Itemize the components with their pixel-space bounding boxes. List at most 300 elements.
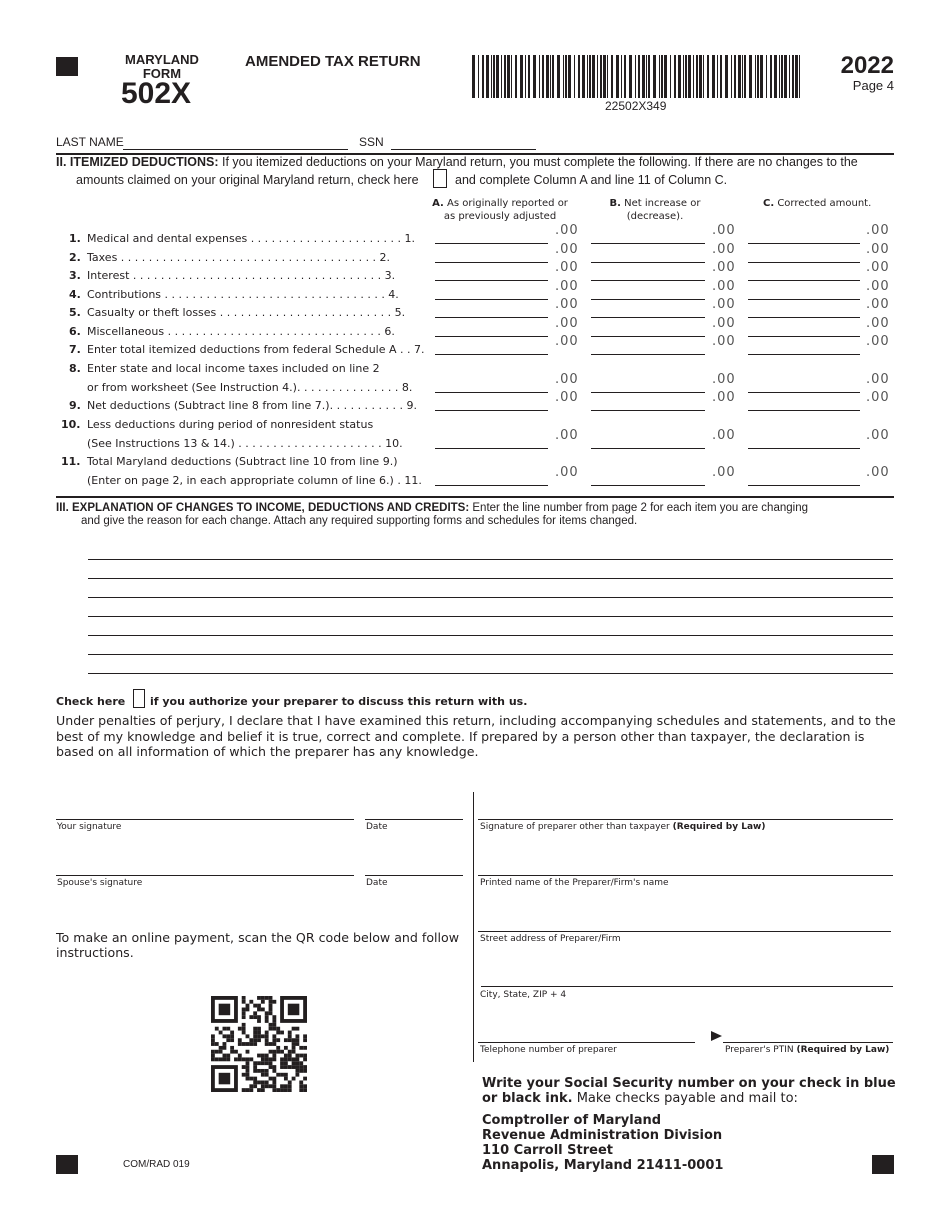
barcode-bar: [587, 55, 588, 98]
amount-field-col-c-line-9[interactable]: [748, 410, 860, 411]
column-letter: B.: [609, 198, 621, 209]
mail-instructions-bold: Write your Social Security number on your check in blue or black ink.: [482, 1076, 896, 1106]
barcode-bar: [501, 55, 502, 98]
cents-label: .00: [555, 242, 579, 257]
barcode-bar: [693, 55, 694, 98]
qr-module: [234, 1057, 238, 1061]
qr-module: [269, 1057, 273, 1061]
barcode-bar: [696, 55, 698, 98]
qr-module: [272, 1038, 276, 1042]
amount-field-col-c-line-11[interactable]: [748, 485, 860, 486]
line-label: Less deductions during period of nonresident status: [87, 418, 374, 431]
qr-module: [234, 1050, 238, 1054]
cents-label: .00: [866, 465, 890, 480]
ptin-field[interactable]: [723, 1042, 893, 1043]
barcode-bar: [635, 55, 636, 98]
qr-module: [272, 1042, 276, 1046]
spouse-signature-field[interactable]: [56, 875, 354, 876]
line-label: Medical and dental expenses . . . . . . . . . . . . . . . . . . . . . . 1.: [87, 232, 416, 245]
qr-module: [238, 1057, 242, 1061]
qr-module: [249, 1038, 253, 1042]
qr-module: [265, 1042, 269, 1046]
qr-module: [288, 1004, 300, 1016]
qr-module: [261, 1084, 265, 1088]
explanation-line[interactable]: [88, 597, 893, 598]
qr-module: [238, 1042, 242, 1046]
barcode-bar: [734, 55, 736, 98]
amount-field-col-b-line-9[interactable]: [591, 410, 705, 411]
barcode-bar: [688, 55, 691, 98]
amount-field-col-a-line-4[interactable]: [435, 299, 548, 300]
qr-module: [219, 1031, 223, 1035]
line-label: Casualty or theft losses . . . . . . . . . . . . . . . . . . . . . . . . . 5.: [87, 306, 406, 319]
preparer-city-label: City, State, ZIP + 4: [480, 990, 567, 1000]
barcode-bar: [557, 55, 560, 98]
section2-intro-text: If you itemized deductions on your Maryland return, you must complete the following. If there are no changes to the: [221, 155, 858, 169]
explanation-line[interactable]: [88, 673, 893, 674]
barcode-bar: [592, 55, 595, 98]
amount-field-col-c-line-7[interactable]: [748, 354, 860, 355]
barcode-bar: [661, 55, 663, 98]
preparer-city-field[interactable]: [481, 986, 893, 987]
preparer-name-label: Printed name of the Preparer/Firm's name: [480, 878, 669, 888]
qr-module: [257, 1088, 261, 1092]
qr-module: [269, 1042, 273, 1046]
preparer-name-field[interactable]: [478, 875, 893, 876]
qr-module: [280, 1065, 284, 1069]
qr-module: [265, 1080, 269, 1084]
barcode-bar: [738, 55, 741, 98]
qr-module: [284, 1065, 288, 1069]
qr-module: [284, 1038, 288, 1042]
qr-module: [242, 1088, 246, 1092]
line-label: Taxes . . . . . . . . . . . . . . . . . . . . . . . . . . . . . . . . . . . . . 2.: [87, 251, 391, 264]
cents-label: .00: [712, 465, 736, 480]
barcode-bar: [795, 55, 798, 98]
qr-module: [299, 1065, 303, 1069]
qr-module: [223, 1042, 227, 1046]
qr-module: [284, 1088, 288, 1092]
qr-module: [230, 1034, 234, 1038]
qr-module: [246, 1057, 250, 1061]
cents-label: .00: [712, 316, 736, 331]
qr-module: [284, 1054, 288, 1058]
qr-module: [269, 1050, 273, 1054]
qr-module: [257, 1061, 261, 1065]
amount-field-col-a-line-1[interactable]: [435, 243, 548, 244]
qr-module: [242, 1011, 246, 1015]
qr-module: [249, 1015, 253, 1019]
qr-module: [246, 1077, 250, 1081]
form-code: COM/RAD 019: [123, 1159, 190, 1170]
registration-mark: [872, 1155, 894, 1174]
amount-field-col-b-line-4[interactable]: [591, 299, 705, 300]
barcode-bar: [629, 55, 632, 98]
barcode-bar: [755, 55, 756, 98]
barcode-bar: [674, 55, 676, 98]
qr-module: [215, 1050, 219, 1054]
column-header-c: [763, 197, 913, 210]
qr-module: [246, 1042, 250, 1046]
column-text-2: as previously adjusted: [443, 211, 557, 222]
barcode-bar: [603, 55, 606, 98]
qr-module: [280, 1084, 284, 1088]
qr-module: [265, 1073, 269, 1077]
line-number: 7.: [69, 343, 81, 356]
qr-module: [280, 1061, 284, 1065]
qr-module: [288, 1050, 292, 1054]
required-note: (Required by Law): [672, 822, 766, 832]
cents-label: .00: [712, 334, 736, 349]
qr-module: [272, 1065, 276, 1069]
qr-module: [223, 1057, 227, 1061]
qr-module: [242, 1073, 246, 1077]
line-number: 1.: [69, 232, 81, 245]
qr-module: [292, 1061, 296, 1065]
cents-label: .00: [555, 372, 579, 387]
qr-module: [249, 1084, 253, 1088]
qr-module: [246, 1008, 250, 1012]
line-number: 8.: [69, 362, 81, 375]
barcode-bar: [582, 55, 585, 98]
address-line: 110 Carroll Street: [482, 1143, 614, 1158]
barcode-bar: [624, 55, 626, 98]
qr-module: [265, 1015, 269, 1019]
qr-module: [253, 1031, 257, 1035]
line-label: Total Maryland deductions (Subtract line 10 from line 9.): [87, 455, 398, 468]
qr-module: [242, 1000, 246, 1004]
barcode-bar: [757, 55, 759, 98]
tax-year: 2022: [840, 52, 894, 79]
qr-module: [292, 1057, 296, 1061]
mail-instructions-normal: Make checks payable and mail to:: [576, 1091, 798, 1106]
qr-module: [295, 1034, 299, 1038]
line-label: or from worksheet (See Instruction 4.). . . . . . . . . . . . . . . 8.: [87, 381, 413, 394]
barcode-bar: [774, 55, 777, 98]
qr-module: [257, 1054, 261, 1058]
qr-module: [269, 1077, 273, 1081]
qr-module: [284, 1077, 288, 1081]
form-number: 502X: [121, 77, 192, 110]
column-header-a: [425, 197, 575, 223]
barcode-number: 22502X349: [605, 99, 667, 113]
qr-module: [253, 1065, 257, 1069]
qr-module: [288, 1054, 292, 1058]
barcode-bar: [482, 55, 484, 98]
barcode-bar: [486, 55, 489, 98]
qr-module: [295, 1054, 299, 1058]
amount-field-col-b-line-10[interactable]: [591, 448, 705, 449]
qr-module: [261, 1061, 265, 1065]
preparer-signature-field[interactable]: [478, 819, 893, 820]
qr-module: [238, 1027, 242, 1031]
qr-module: [246, 1061, 250, 1065]
barcode-bar: [742, 55, 743, 98]
qr-module: [272, 1054, 276, 1058]
qr-module: [269, 1008, 273, 1012]
cents-label: .00: [712, 372, 736, 387]
barcode-bar: [472, 55, 475, 98]
qr-module: [265, 1069, 269, 1073]
date-field[interactable]: [365, 819, 463, 820]
line-label: Miscellaneous . . . . . . . . . . . . . . . . . . . . . . . . . . . . . . . 6.: [87, 325, 395, 338]
barcode-bar: [533, 55, 536, 98]
online-payment-text: To make an online payment, scan the QR code below and follow instructions.: [56, 930, 460, 960]
explanation-line[interactable]: [88, 635, 893, 636]
cents-label: .00: [712, 390, 736, 405]
line-number: 3.: [69, 269, 81, 282]
cents-label: .00: [555, 316, 579, 331]
qr-module: [246, 1073, 250, 1077]
qr-module: [261, 1069, 265, 1073]
qr-module: [257, 1004, 261, 1008]
barcode-bar: [515, 55, 517, 98]
qr-module: [242, 1015, 246, 1019]
qr-module: [246, 1069, 250, 1073]
column-text-2: (decrease).: [626, 211, 684, 222]
qr-module: [211, 1054, 215, 1058]
amount-field-col-a-line-8[interactable]: [435, 392, 548, 393]
qr-module: [211, 1057, 215, 1061]
barcode-bar: [707, 55, 709, 98]
qr-module: [223, 1027, 227, 1031]
amount-field-col-b-line-8[interactable]: [591, 392, 705, 393]
column-letter: C.: [763, 198, 775, 209]
qr-module: [238, 1054, 242, 1058]
amount-field-col-a-line-5[interactable]: [435, 317, 548, 318]
qr-module: [295, 1061, 299, 1065]
section3-text-2: and give the reason for each change. Attach any required supporting forms and schedules for items changed.: [81, 515, 638, 527]
amount-field-col-b-line-11[interactable]: [591, 485, 705, 486]
barcode-bar: [546, 55, 549, 98]
barcode-bar: [539, 55, 540, 98]
amount-field-col-b-line-7[interactable]: [591, 354, 705, 355]
qr-module: [246, 1050, 250, 1054]
cents-label: .00: [866, 316, 890, 331]
qr-module: [261, 1008, 265, 1012]
qr-module: [265, 1061, 269, 1065]
qr-module: [215, 1027, 219, 1031]
qr-module: [303, 1038, 307, 1042]
line-number: 10.: [61, 418, 81, 431]
qr-module: [303, 1084, 307, 1088]
qr-module: [253, 1077, 257, 1081]
barcode-bar: [589, 55, 591, 98]
qr-module: [295, 1027, 299, 1031]
qr-module: [272, 1019, 276, 1023]
line-label: Enter state and local income taxes included on line 2: [87, 362, 380, 375]
qr-module: [299, 1069, 303, 1073]
barcode-bar: [781, 55, 783, 98]
barcode-bar: [799, 55, 800, 98]
barcode-bar: [638, 55, 640, 98]
no-changes-checkbox[interactable]: [433, 169, 447, 188]
qr-module: [257, 1015, 261, 1019]
barcode-bar: [784, 55, 787, 98]
cents-label: .00: [866, 334, 890, 349]
spouse-date-field[interactable]: [365, 875, 463, 876]
amount-field-col-b-line-5[interactable]: [591, 317, 705, 318]
barcode-bar: [574, 55, 575, 98]
qr-module: [292, 1042, 296, 1046]
line-label: (See Instructions 13 & 14.) . . . . . . . . . . . . . . . . . . . . . 10.: [87, 437, 403, 450]
cents-label: .00: [866, 372, 890, 387]
barcode-bar: [550, 55, 551, 98]
qr-module: [280, 1073, 284, 1077]
amount-field-col-b-line-2[interactable]: [591, 262, 705, 263]
amount-field-col-a-line-2[interactable]: [435, 262, 548, 263]
authorize-preparer-checkbox[interactable]: [133, 689, 145, 708]
qr-module: [253, 1061, 257, 1065]
qr-module: [257, 1008, 261, 1012]
qr-code[interactable]: [211, 996, 307, 1092]
amount-field-col-a-line-9[interactable]: [435, 410, 548, 411]
qr-module: [295, 1038, 299, 1042]
spouse-date-label: Date: [366, 878, 388, 888]
barcode-bar: [568, 55, 571, 98]
line-label: Contributions . . . . . . . . . . . . . . . . . . . . . . . . . . . . . . . . 4.: [87, 288, 399, 301]
qr-module: [303, 1077, 307, 1081]
qr-module: [269, 1011, 273, 1015]
amount-field-col-b-line-3[interactable]: [591, 280, 705, 281]
column-text: As originally reported or: [446, 198, 568, 209]
amount-field-col-c-line-3[interactable]: [748, 280, 860, 281]
ssn-label: SSN: [359, 135, 384, 149]
qr-module: [269, 1004, 273, 1008]
amount-field-col-a-line-7[interactable]: [435, 354, 548, 355]
qr-module: [265, 1038, 269, 1042]
qr-module: [242, 1008, 246, 1012]
amount-field-col-c-line-2[interactable]: [748, 262, 860, 263]
column-letter: A.: [432, 198, 444, 209]
explanation-line[interactable]: [88, 616, 893, 617]
qr-module: [276, 1088, 280, 1092]
ptin-required-note: (Required by Law): [796, 1045, 890, 1055]
section3-text-1: Enter the line number from page 2 for each item you are changing: [472, 502, 808, 514]
qr-module: [253, 1015, 257, 1019]
barcode-bar: [565, 55, 567, 98]
barcode-bar: [678, 55, 681, 98]
qr-module: [265, 1084, 269, 1088]
qr-module: [299, 1061, 303, 1065]
qr-module: [226, 1034, 230, 1038]
qr-module: [269, 1065, 273, 1069]
qr-module: [230, 1050, 234, 1054]
section3-intro: [56, 502, 808, 514]
qr-module: [219, 1050, 223, 1054]
qr-module: [269, 1061, 273, 1065]
preparer-street-field[interactable]: [478, 931, 891, 932]
qr-module: [303, 1065, 307, 1069]
amount-field-col-c-line-1[interactable]: [748, 243, 860, 244]
amount-field-col-a-line-11[interactable]: [435, 485, 548, 486]
qr-module: [249, 1088, 253, 1092]
preparer-street-label: Street address of Preparer/Firm: [480, 934, 621, 944]
amount-field-col-c-line-4[interactable]: [748, 299, 860, 300]
preparer-telephone-label: Telephone number of preparer: [480, 1045, 617, 1055]
ssn-field[interactable]: [391, 149, 536, 150]
barcode-bar: [607, 55, 608, 98]
barcode-bar: [542, 55, 544, 98]
line-number: 2.: [69, 251, 81, 264]
qr-module: [284, 1061, 288, 1065]
qr-module: [303, 1054, 307, 1058]
explanation-line[interactable]: [88, 654, 893, 655]
amount-field-col-c-line-10[interactable]: [748, 448, 860, 449]
qr-module: [242, 1065, 246, 1069]
explanation-line[interactable]: [88, 578, 893, 579]
qr-module: [246, 1004, 250, 1008]
qr-module: [253, 1034, 257, 1038]
perjury-declaration: Under penalties of perjury, I declare that I have examined this return, including accompanying schedules and statements, and to the best of my knowledge and belief it is true, correct and complete. If prepared by a person other than taxpayer, the declaration is based on all information of which the preparer has any knowledge.: [56, 713, 896, 759]
explanation-line[interactable]: [88, 559, 893, 560]
barcode-bar: [504, 55, 506, 98]
barcode-bar: [712, 55, 715, 98]
qr-module: [261, 1054, 265, 1058]
line-label: Net deductions (Subtract line 8 from line 7.). . . . . . . . . . . 9.: [87, 399, 418, 412]
qr-module: [215, 1042, 219, 1046]
address-line: Comptroller of Maryland: [482, 1113, 662, 1128]
preparer-telephone-field[interactable]: [478, 1042, 695, 1043]
qr-module: [215, 1057, 219, 1061]
barcode-bar: [725, 55, 728, 98]
qr-module: [265, 1054, 269, 1058]
qr-module: [299, 1046, 303, 1050]
qr-module: [219, 1004, 231, 1016]
cents-label: .00: [712, 297, 736, 312]
amount-field-col-b-line-1[interactable]: [591, 243, 705, 244]
amount-field-col-a-line-10[interactable]: [435, 448, 548, 449]
amount-field-col-c-line-6[interactable]: [748, 336, 860, 337]
amount-field-col-c-line-8[interactable]: [748, 392, 860, 393]
amount-field-col-a-line-6[interactable]: [435, 336, 548, 337]
qr-module: [261, 996, 265, 1000]
qr-module: [265, 1034, 269, 1038]
qr-module: [269, 996, 273, 1000]
barcode-bar: [511, 55, 512, 98]
page-number: Page 4: [852, 78, 894, 93]
your-signature-field[interactable]: [56, 819, 354, 820]
barcode-bar: [760, 55, 763, 98]
amount-field-col-a-line-3[interactable]: [435, 280, 548, 281]
last-name-field[interactable]: [123, 149, 348, 150]
authorize-label-b: if you authorize your preparer to discuss this return with us.: [150, 695, 528, 708]
qr-module: [253, 1011, 257, 1015]
preparer-signature-text: Signature of preparer other than taxpayer: [480, 822, 670, 832]
qr-module: [284, 1057, 288, 1061]
qr-module: [261, 1088, 265, 1092]
amount-field-col-c-line-5[interactable]: [748, 317, 860, 318]
barcode-bar: [744, 55, 746, 98]
barcode-bar: [616, 55, 619, 98]
barcode-bar: [563, 55, 564, 98]
registration-mark: [56, 1155, 78, 1174]
qr-module: [257, 1069, 261, 1073]
cents-label: .00: [712, 223, 736, 238]
qr-module: [249, 1000, 253, 1004]
amount-field-col-b-line-6[interactable]: [591, 336, 705, 337]
cents-label: .00: [712, 242, 736, 257]
qr-module: [249, 1077, 253, 1081]
qr-module: [223, 1046, 227, 1050]
qr-module: [284, 1084, 288, 1088]
barcode-bar: [699, 55, 702, 98]
cents-label: .00: [555, 465, 579, 480]
qr-module: [292, 1065, 296, 1069]
cents-label: .00: [866, 260, 890, 275]
preparer-signature-label: [480, 822, 765, 832]
barcode-bar: [507, 55, 510, 98]
